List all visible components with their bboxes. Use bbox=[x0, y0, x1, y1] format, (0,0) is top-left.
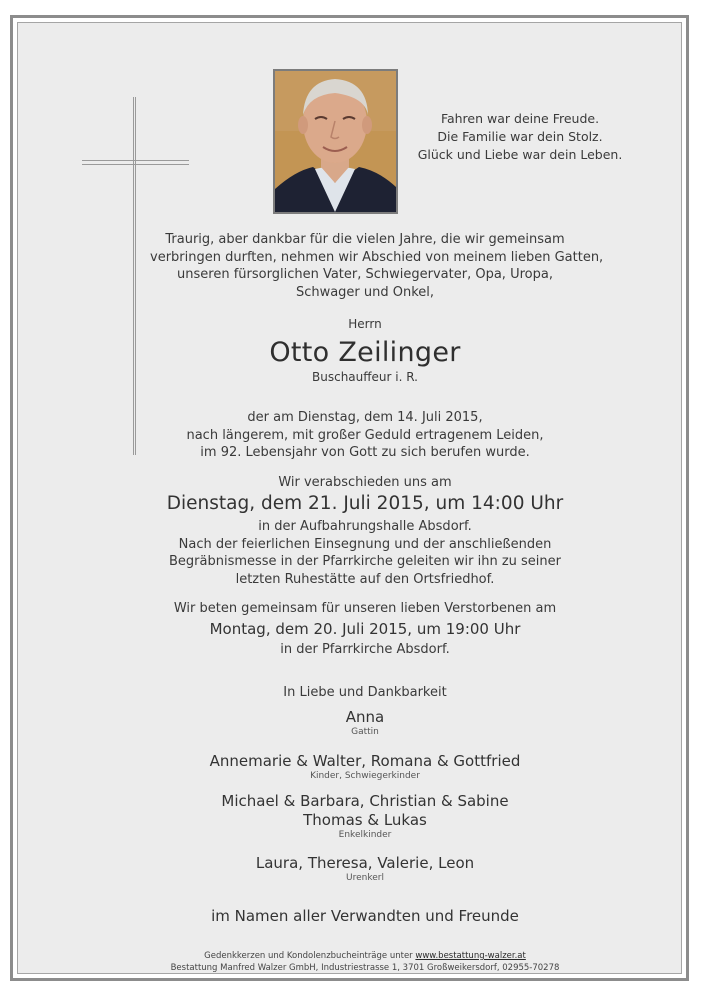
closing-text: In Liebe und Dankbarkeit bbox=[283, 685, 447, 700]
farewell-detail-line: Begräbnismesse in der Pfarrkirche geleiten wir ihn zu seiner bbox=[168, 554, 561, 569]
cross-icon-horizontal bbox=[82, 160, 189, 165]
footer-line-1 bbox=[150, 950, 580, 962]
poem-line: Die Familie war dein Stolz. bbox=[437, 129, 603, 144]
intro-line: Schwager und Onkel, bbox=[295, 284, 435, 300]
mourner-name: Laura, Theresa, Valerie, Leon bbox=[255, 854, 475, 872]
prayer-intro: Wir beten gemeinsam für unseren lieben Verstorbenen am bbox=[173, 601, 557, 616]
mourner-relation: Urenkerl bbox=[346, 873, 384, 883]
mourner-relation: Kinder, Schwiegerkinder bbox=[310, 771, 420, 781]
death-info-line: der am Dienstag, dem 14. Juli 2015, bbox=[247, 410, 483, 425]
farewell-detail-line: Nach der feierlichen Einsegnung und der anschließenden bbox=[178, 536, 552, 552]
prayer-place: in der Pfarrkirche Absdorf. bbox=[280, 642, 450, 657]
mourner-relation: Gattin bbox=[351, 727, 379, 737]
mourner-name: Michael & Barbara, Christian & Sabine bbox=[221, 792, 509, 810]
farewell-details bbox=[150, 518, 580, 588]
footer bbox=[150, 950, 580, 974]
poem bbox=[410, 110, 630, 164]
farewell-detail-line: letzten Ruhestätte auf den Ortsfriedhof. bbox=[235, 571, 495, 587]
portrait-image bbox=[275, 71, 396, 212]
footer-condolence-text: Gedenkkerzen und Kondolenzbucheinträge unter bbox=[204, 951, 416, 961]
intro-line: verbringen durften, nehmen wir Abschied von meinem lieben Gatten, bbox=[150, 249, 604, 265]
death-info-line: nach längerem, mit großer Geduld ertragenem Leiden, bbox=[186, 427, 544, 443]
relatives-line: im Namen aller Verwandten und Freunde bbox=[211, 907, 519, 925]
funeral-home-link[interactable]: www.bestattung-walzer.at bbox=[415, 951, 526, 961]
death-info bbox=[150, 409, 580, 462]
intro-line: Traurig, aber dankbar für die vielen Jahre, die wir gemeinsam bbox=[165, 232, 565, 247]
mourner-relation: Enkelkinder bbox=[338, 830, 392, 840]
death-info-line: im 92. Lebensjahr von Gott zu sich berufen wurde. bbox=[200, 445, 530, 460]
salutation: Herrn bbox=[348, 317, 382, 331]
farewell-intro: Wir verabschieden uns am bbox=[278, 475, 452, 490]
mourner-name: Annemarie & Walter, Romana & Gottfried bbox=[209, 752, 521, 770]
footer-line-2: Bestattung Manfred Walzer GmbH, Industriestrasse 1, 3701 Großweikersdorf, 02955-70278 bbox=[170, 963, 560, 973]
cross-icon-vertical bbox=[133, 97, 136, 455]
mourner-name: Anna bbox=[345, 708, 385, 726]
intro-text bbox=[150, 231, 604, 301]
poem-line: Glück und Liebe war dein Leben. bbox=[417, 147, 623, 162]
intro-line: unseren fürsorglichen Vater, Schwiegervater, Opa, Uropa, bbox=[177, 267, 553, 282]
occupation: Buschauffeur i. R. bbox=[312, 370, 418, 384]
portrait-photo bbox=[273, 69, 398, 214]
mourner-name: Thomas & Lukas bbox=[303, 811, 427, 829]
prayer-date: Montag, dem 20. Juli 2015, um 19:00 Uhr bbox=[209, 620, 521, 638]
farewell-detail-line: in der Aufbahrungshalle Absdorf. bbox=[258, 519, 472, 534]
farewell-date: Dienstag, dem 21. Juli 2015, um 14:00 Uhr bbox=[166, 493, 564, 514]
deceased-name: Otto Zeilinger bbox=[269, 337, 461, 368]
poem-line: Fahren war deine Freude. bbox=[440, 111, 600, 126]
